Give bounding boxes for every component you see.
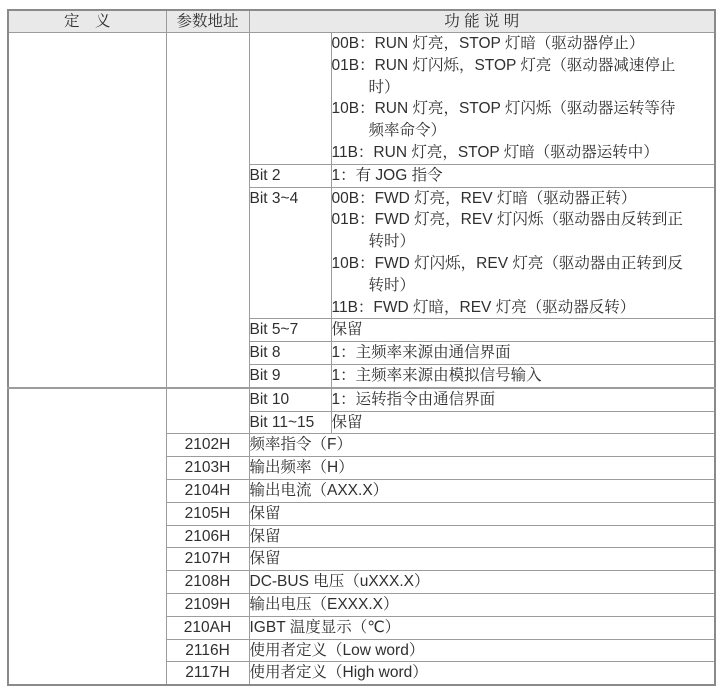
- address-cell: [166, 388, 249, 434]
- address-value-cell: 210AH: [166, 616, 249, 639]
- bit-label-cell: Bit 5~7: [249, 319, 331, 342]
- address-column-header: 参数地址: [166, 10, 249, 33]
- bit-label-cell: Bit 11~15: [249, 411, 331, 434]
- function-description-cell: [331, 411, 715, 434]
- table-row: [8, 33, 715, 165]
- function-column-header: 功 能 说 明: [249, 10, 715, 33]
- description-line: 11B：FWD 灯暗，REV 灯亮（驱动器反转）: [331, 298, 636, 316]
- description-line: 1：运转指令由通信界面: [331, 390, 496, 408]
- description-line: 00B：FWD 灯亮，REV 灯暗（驱动器正转）: [331, 189, 637, 207]
- description-cell: 保留: [249, 548, 715, 571]
- bit-label-cell: Bit 2: [249, 164, 331, 187]
- description-cell: DC-BUS 电压（uXXX.X）: [249, 571, 715, 594]
- function-description-cell: [331, 164, 715, 187]
- function-description-cell: [331, 364, 715, 387]
- description-line: 转时）: [368, 233, 416, 251]
- description-line: 时）: [368, 78, 400, 96]
- description-cell: 输出电流（AXX.X）: [249, 479, 715, 502]
- description-cell: 输出电压（EXXX.X）: [249, 593, 715, 616]
- definition-column-header: 定 义: [8, 10, 166, 33]
- address-cell: [166, 33, 249, 388]
- definition-cell: [8, 33, 166, 388]
- address-value-cell: 2108H: [166, 571, 249, 594]
- address-value-cell: 2103H: [166, 457, 249, 480]
- bit-label-cell: Bit 3~4: [249, 187, 331, 319]
- address-value-cell: 2116H: [166, 639, 249, 662]
- bit-label-cell: Bit 8: [249, 342, 331, 365]
- description-line: 1：主频率来源由模拟信号输入: [331, 366, 542, 384]
- address-value-cell: 2102H: [166, 434, 249, 457]
- address-value-cell: 2107H: [166, 548, 249, 571]
- address-value-cell: 2106H: [166, 525, 249, 548]
- description-line: 10B：RUN 灯亮，STOP 灯闪烁（驱动器运转等待: [331, 100, 676, 118]
- description-cell: IGBT 温度显示（℃）: [249, 616, 715, 639]
- definition-cell: [8, 388, 166, 685]
- table-body: [8, 33, 715, 686]
- description-line: 转时）: [368, 276, 416, 294]
- description-cell: 频率指令（F）: [249, 434, 715, 457]
- address-value-cell: 2109H: [166, 593, 249, 616]
- description-line: 01B：FWD 灯亮，REV 灯闪烁（驱动器由反转到正: [331, 211, 683, 229]
- description-cell: 输出频率（H）: [249, 457, 715, 480]
- function-description-cell: [331, 319, 715, 342]
- description-line: 1：有 JOG 指令: [331, 166, 443, 184]
- parameter-table: [7, 9, 716, 686]
- description-cell: 保留: [249, 502, 715, 525]
- function-description-cell: [331, 388, 715, 411]
- description-cell: 保留: [249, 525, 715, 548]
- description-line: 保留: [331, 321, 363, 339]
- table-row: [8, 388, 715, 411]
- description-line: 10B：FWD 灯闪烁，REV 灯亮（驱动器由正转到反: [331, 254, 683, 272]
- bit-label-cell: Bit 10: [249, 388, 331, 411]
- description-cell: 使用者定义（High word）: [249, 662, 715, 685]
- function-description-cell: [331, 342, 715, 365]
- function-description-cell: [331, 187, 715, 319]
- table-header: [8, 10, 715, 33]
- address-value-cell: 2117H: [166, 662, 249, 685]
- bit-label-cell: [249, 33, 331, 165]
- address-value-cell: 2105H: [166, 502, 249, 525]
- description-line: 频率命令）: [368, 122, 447, 140]
- bit-label-cell: Bit 9: [249, 364, 331, 387]
- address-value-cell: 2104H: [166, 479, 249, 502]
- description-line: 01B：RUN 灯闪烁，STOP 灯亮（驱动器减速停止: [331, 56, 676, 74]
- description-line: 1：主频率来源由通信界面: [331, 344, 511, 362]
- header-row: [8, 10, 715, 33]
- description-cell: 使用者定义（Low word）: [249, 639, 715, 662]
- description-line: 保留: [331, 413, 363, 431]
- description-line: 00B：RUN 灯亮，STOP 灯暗（驱动器停止）: [331, 35, 645, 52]
- description-line: 11B：RUN 灯亮，STOP 灯暗（驱动器运转中）: [331, 143, 659, 161]
- function-description-cell: [331, 33, 715, 165]
